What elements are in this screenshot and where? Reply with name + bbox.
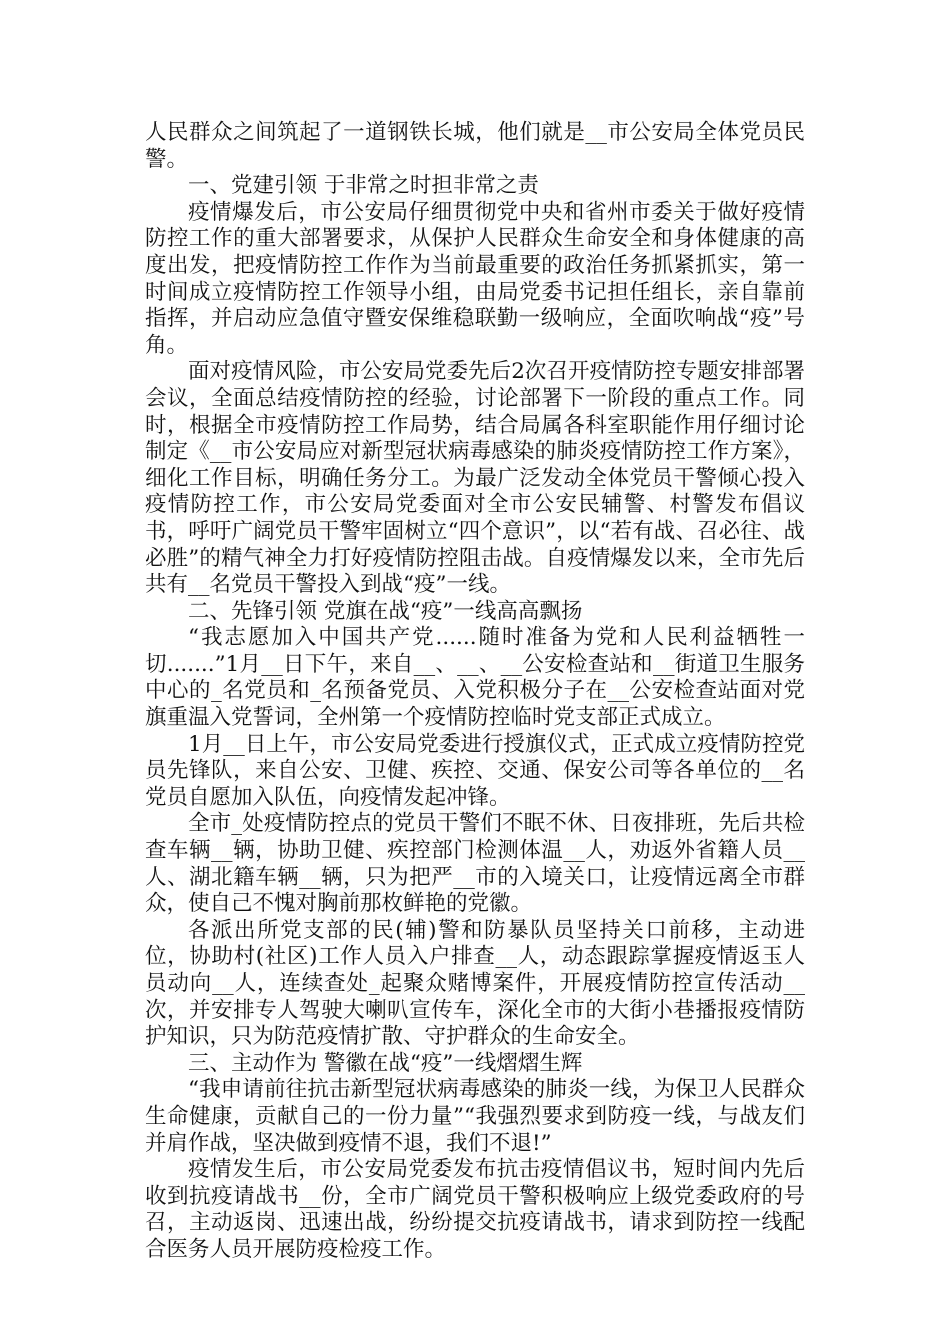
section-heading-3: 三、主动作为 警徽在战“疫”一线熠熠生辉: [188, 1050, 583, 1076]
body-paragraph: 1月__日上午，市公安局党委进行授旗仪式，正式成立疫情防控党员先锋队，来自公安、卫健、疾控、交通、保安公司等各单位的__名党员自愿加入队伍，向疫情发起冲锋。: [145, 731, 805, 810]
body-paragraph: “我申请前往抗击新型冠状病毒感染的肺炎一线，为保卫人民群众生命健康，贡献自己的一份力量”“我强烈要求到防疫一线，与战友们并肩作战，坚决做到疫情不退，我们不退!”: [145, 1077, 805, 1156]
body-paragraph: 疫情爆发后，市公安局仔细贯彻党中央和省州市委关于做好疫情防控工作的重大部署要求，从保护人民群众生命安全和身体健康的高度出发，把疫情防控工作作为当前最重要的政治任务抓紧抓实，第一时间成立疫情防控工作领导小组，由局党委书记担任组长，亲自靠前指挥，并启动应急值守暨安保维稳联勤一级响应，全面吹响战“疫”号角。: [145, 199, 805, 358]
section-heading-1: 一、党建引领 于非常之时担非常之责: [188, 173, 539, 199]
body-paragraph: 各派出所党支部的民(辅)警和防暴队员坚持关口前移，主动进位，协助村(社区)工作人员入户排查__人，动态跟踪掌握疫情返玉人员动向__人，连续查处_起聚众赌博案件，开展疫情防控宣传活动__次，并安排专人驾驶大喇叭宣传车，深化全市的大街小巷播报疫情防护知识，只为防范疫情扩散、守护群众的生命安全。: [145, 917, 805, 1050]
body-paragraph: “我志愿加入中国共产党......随时准备为党和人民利益牺牲一切.......”1月__日下午，来自__、__、__公安检查站和__街道卫生服务中心的_名党员和_名预备党员、入党积极分子在__公安检查站面对党旗重温入党誓词，全州第一个疫情防控临时党支部正式成立。: [145, 625, 805, 731]
document-page: [145, 120, 805, 1264]
section-heading-2: 二、先锋引领 党旗在战“疫”一线高高飘扬: [188, 598, 583, 624]
body-paragraph: 面对疫情风险，市公安局党委先后2次召开疫情防控专题安排部署会议，全面总结疫情防控的经验，讨论部署下一阶段的重点工作。同时，根据全市疫情防控工作局势，结合局属各科室职能作用仔细讨论制定《__市公安局应对新型冠状病毒感染的肺炎疫情防控工作方案》，细化工作目标，明确任务分工。为最广泛发动全体党员干警倾心投入疫情防控工作，市公安局党委面对全市公安民辅警、村警发布倡议书，呼吁广阔党员干警牢固树立“四个意识”，以“若有战、召必往、战必胜”的精气神全力打好疫情防控阻击战。自疫情爆发以来，全市先后共有__名党员干警投入到战“疫”一线。: [145, 359, 805, 598]
body-paragraph: 疫情发生后，市公安局党委发布抗击疫情倡议书，短时间内先后收到抗疫请战书__份，全市广阔党员干警积极响应上级党委政府的号召，主动返岗、迅速出战，纷纷提交抗疫请战书，请求到防控一线配合医务人员开展防疫检疫工作。: [145, 1157, 805, 1262]
body-paragraph: 全市_处疫情防控点的党员干警们不眠不休、日夜排班，先后共检查车辆__辆，协助卫健、疾控部门检测体温__人，劝返外省籍人员__人、湖北籍车辆__辆，只为把严__市的入境关口，让疫情远离全市群众，使自己不愧对胸前那枚鲜艳的党徽。: [145, 811, 805, 917]
body-paragraph-continued: 人民群众之间筑起了一道钢铁长城，他们就是__市公安局全体党员民警。: [145, 120, 805, 172]
